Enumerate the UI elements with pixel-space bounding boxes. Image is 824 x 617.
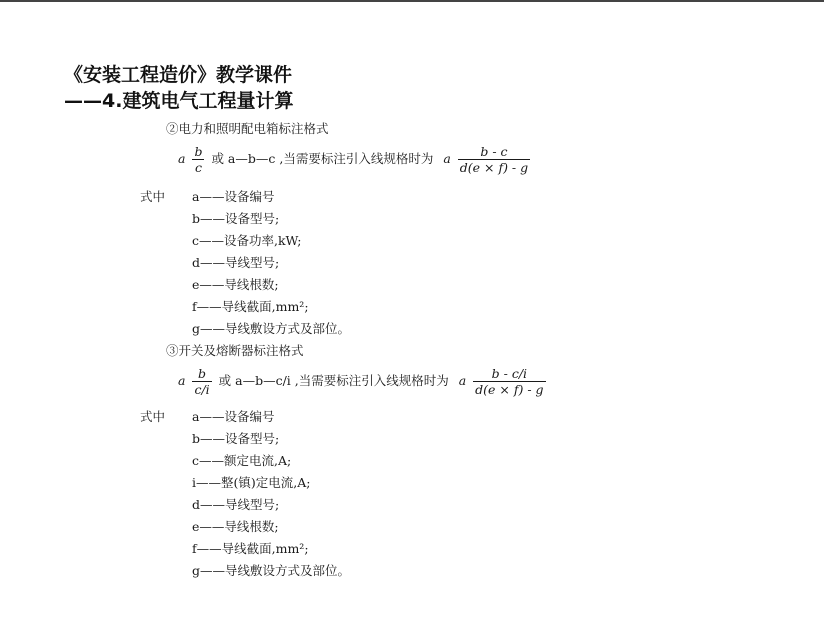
slide-title-line1: 《安装工程造价》教学课件	[64, 64, 293, 86]
top-border-line	[0, 0, 824, 2]
section3-heading: ③开关及熔断器标注格式	[166, 343, 304, 358]
formula-fraction-extended	[458, 144, 530, 175]
formula-numerator: b	[194, 144, 203, 159]
definition-item: b——设备型号;	[192, 211, 280, 226]
definition-item: c——额定电流,A;	[192, 453, 292, 468]
section2-label: 式中	[140, 189, 166, 204]
formula-numerator: b	[198, 366, 207, 381]
definition-item: g——导线敷设方式及部位。	[192, 563, 351, 578]
definition-item: b——设备型号;	[192, 431, 280, 446]
definition-item: d——导线型号;	[192, 497, 280, 512]
definition-item: f——导线截面,mm²;	[192, 541, 309, 556]
definition-item: e——导线根数;	[192, 277, 279, 292]
section2-formula	[178, 144, 533, 175]
formula-a2: a	[458, 373, 467, 388]
definition-item: a——设备编号	[192, 189, 275, 204]
definition-item: f——导线截面,mm²;	[192, 299, 309, 314]
section2-heading: ②电力和照明配电箱标注格式	[166, 121, 329, 136]
formula-denominator: c	[192, 159, 204, 175]
definition-item: e——导线根数;	[192, 519, 279, 534]
definition-item: c——设备功率,kW;	[192, 233, 302, 248]
formula-a: a	[178, 151, 186, 166]
formula-text: 或 a—b—c/i ,当需要标注引入线规格时为	[218, 373, 449, 388]
section3-label: 式中	[140, 409, 166, 424]
formula-fraction-b-over-ci	[192, 366, 211, 397]
scanned-textbook-excerpt	[132, 118, 592, 583]
formula-denominator: c/i	[194, 382, 210, 397]
formula-ext-denominator: d(e × f) - g	[459, 160, 529, 175]
definition-item: d——导线型号;	[192, 255, 280, 270]
slide-title-block	[64, 62, 293, 114]
formula-fraction-b-over-c	[192, 144, 204, 175]
section3-formula	[178, 366, 549, 397]
definition-item: g——导线敷设方式及部位。	[192, 321, 351, 336]
formula-ext-numerator: b - c	[480, 144, 508, 159]
formula-a: a	[178, 373, 186, 388]
formula-text: 或 a—b—c ,当需要标注引入线规格时为	[211, 151, 434, 166]
formula-a2: a	[443, 151, 451, 166]
slide-title-line2: ——4.建筑电气工程量计算	[64, 90, 294, 112]
formula-ext-numerator: b - c/i	[491, 366, 528, 381]
definition-item: i——整(镇)定电流,A;	[192, 475, 311, 490]
definition-item: a——设备编号	[192, 409, 275, 424]
formula-fraction-extended	[473, 366, 545, 397]
formula-ext-denominator: d(e × f) - g	[475, 382, 544, 397]
